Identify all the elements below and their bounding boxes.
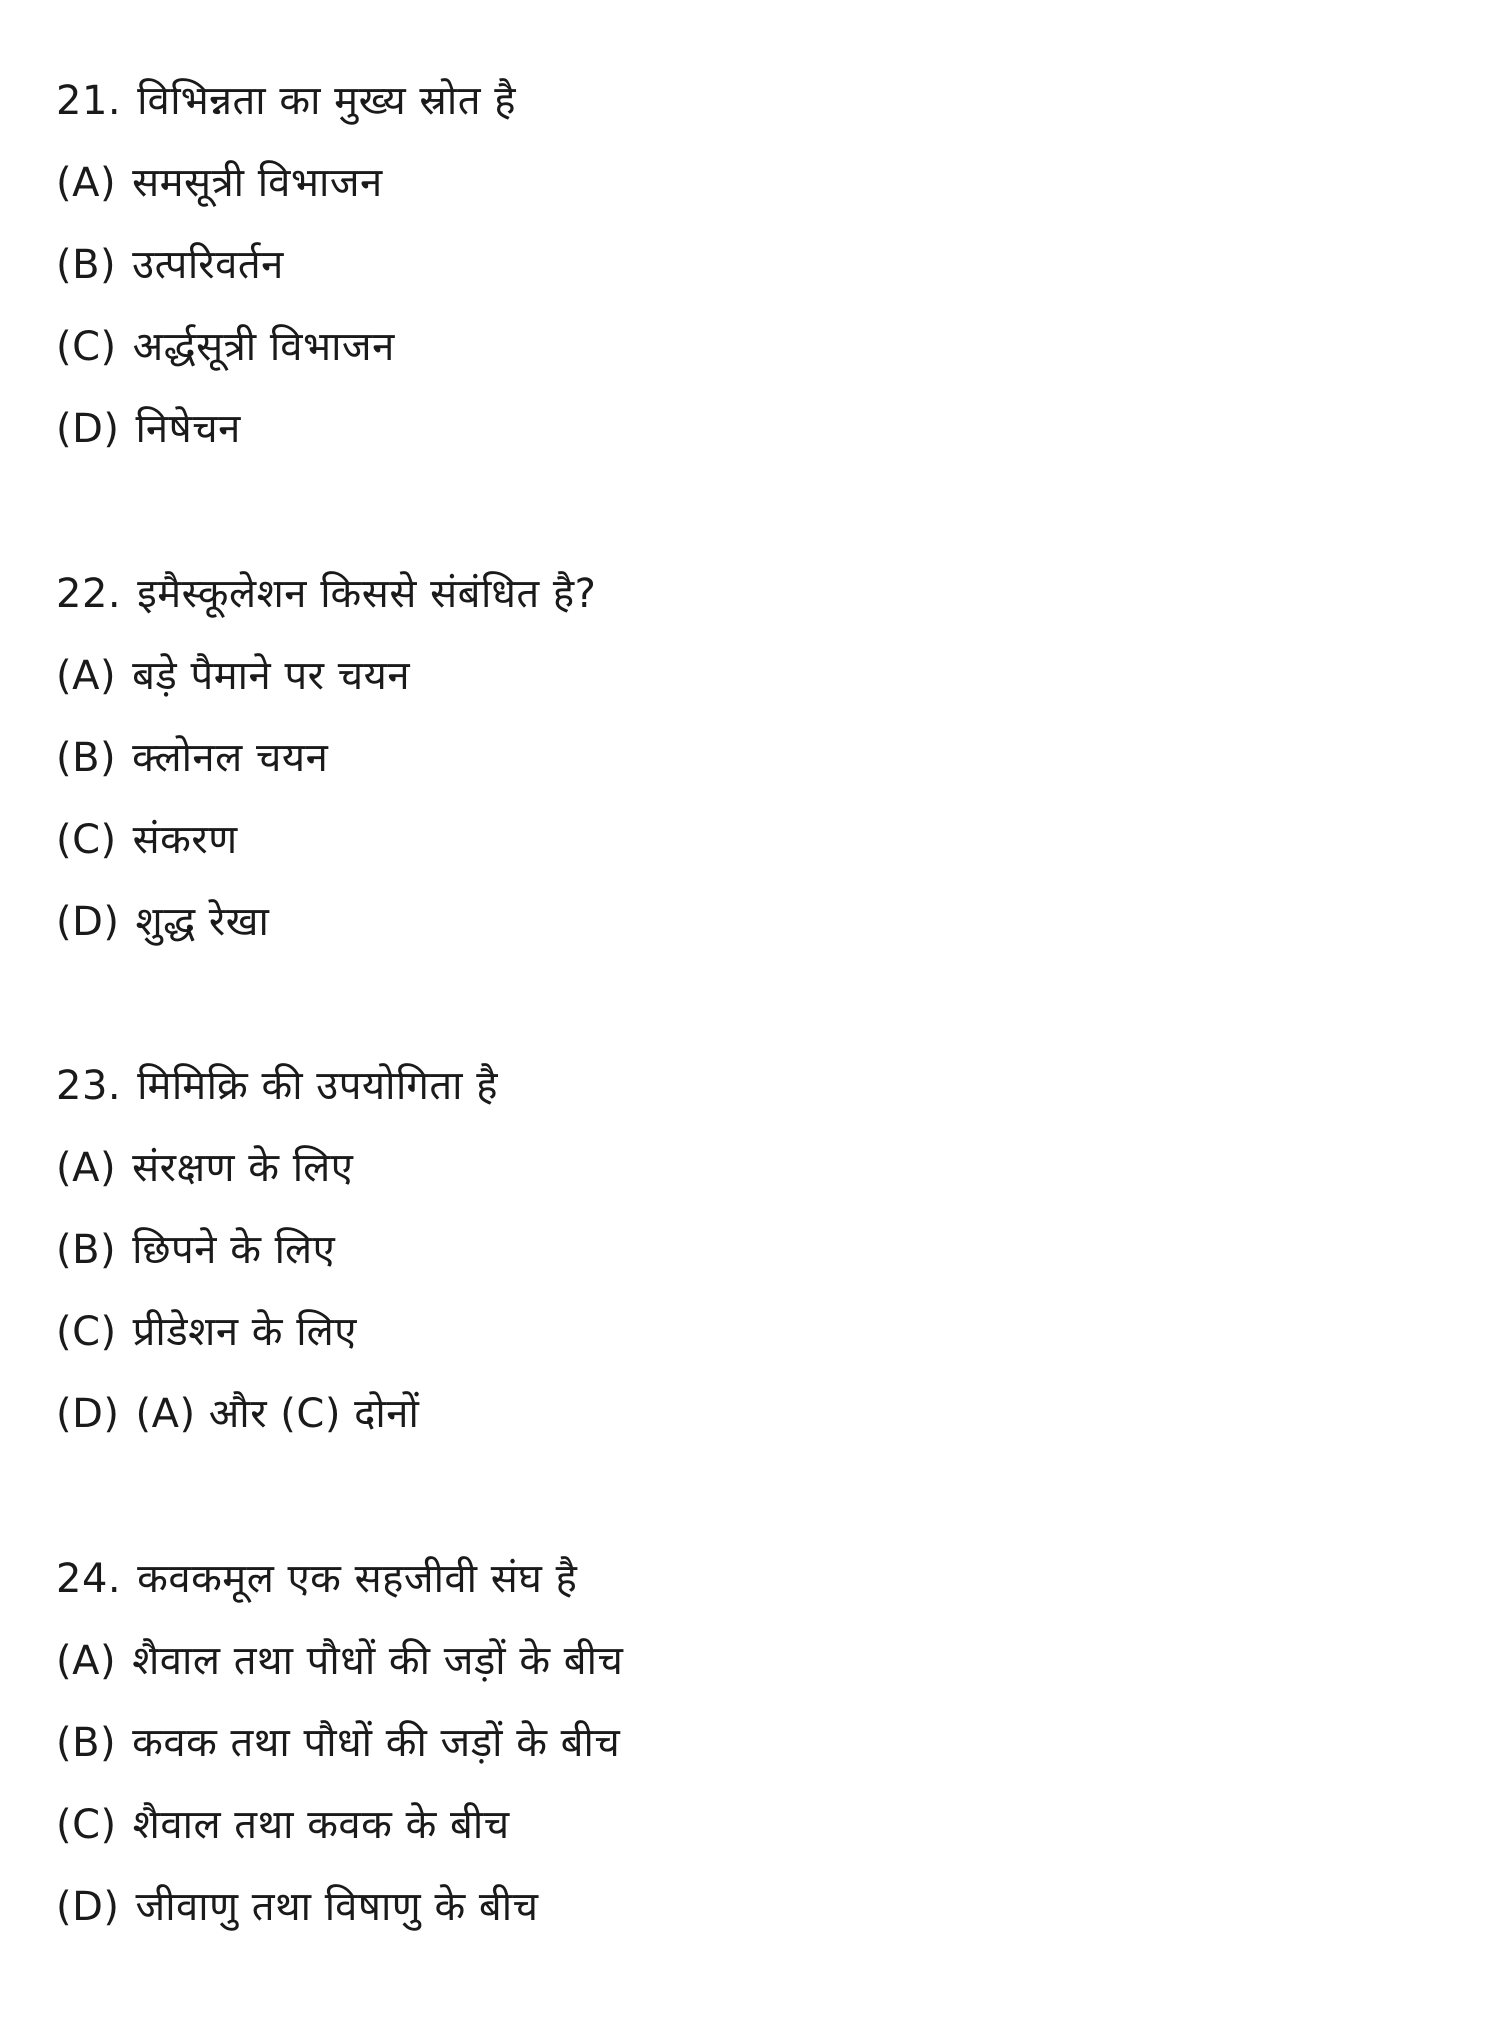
- option-a: [56, 142, 1456, 224]
- question-number: 22.: [56, 571, 122, 617]
- option-c: [56, 1291, 1456, 1373]
- question-number: 24.: [56, 1556, 122, 1602]
- option-a: [56, 1620, 1456, 1702]
- option-label: (D): [56, 406, 120, 452]
- question-text: इमैस्कूलेशन किससे संबंधित है?: [137, 571, 597, 617]
- question-text: विभिन्नता का मुख्य स्रोत है: [137, 78, 516, 124]
- option-b: [56, 1702, 1456, 1784]
- option-d: [56, 881, 1456, 963]
- option-text: संरक्षण के लिए: [132, 1145, 354, 1191]
- option-label: (A): [56, 160, 117, 206]
- option-label: (A): [56, 1638, 117, 1684]
- question-21: [56, 60, 1456, 470]
- question-text: कवकमूल एक सहजीवी संघ है: [137, 1556, 578, 1602]
- option-label: (C): [56, 817, 117, 863]
- option-label: (C): [56, 1802, 117, 1848]
- option-label: (B): [56, 242, 117, 288]
- option-text: उत्परिवर्तन: [132, 242, 284, 288]
- option-text: समसूत्री विभाजन: [132, 160, 383, 206]
- question-stem: [56, 1538, 1456, 1620]
- option-text: (A) और (C) दोनों: [135, 1391, 420, 1437]
- option-label: (B): [56, 735, 117, 781]
- option-label: (C): [56, 1309, 117, 1355]
- option-text: छिपने के लिए: [132, 1227, 336, 1273]
- question-text: मिमिक्रि की उपयोगिता है: [137, 1063, 498, 1109]
- option-text: शुद्ध रेखा: [135, 899, 270, 945]
- option-text: शैवाल तथा पौधों की जड़ों के बीच: [132, 1638, 624, 1684]
- question-number: 21.: [56, 78, 122, 124]
- option-c: [56, 1784, 1456, 1866]
- option-text: जीवाणु तथा विषाणु के बीच: [135, 1884, 539, 1930]
- option-d: [56, 1373, 1456, 1455]
- option-d: [56, 388, 1456, 470]
- question-number: 23.: [56, 1063, 122, 1109]
- option-a: [56, 635, 1456, 717]
- option-text: अर्द्धसूत्री विभाजन: [132, 324, 395, 370]
- option-label: (D): [56, 1391, 120, 1437]
- option-text: बड़े पैमाने पर चयन: [132, 653, 411, 699]
- question-stem: [56, 553, 1456, 635]
- option-text: क्लोनल चयन: [132, 735, 329, 781]
- option-c: [56, 799, 1456, 881]
- option-b: [56, 1209, 1456, 1291]
- option-label: (B): [56, 1227, 117, 1273]
- option-text: शैवाल तथा कवक के बीच: [132, 1802, 510, 1848]
- question-stem: [56, 1045, 1456, 1127]
- option-label: (A): [56, 1145, 117, 1191]
- option-text: कवक तथा पौधों की जड़ों के बीच: [132, 1720, 621, 1766]
- question-22: [56, 553, 1456, 963]
- question-23: [56, 1045, 1456, 1455]
- option-label: (D): [56, 899, 120, 945]
- question-24: [56, 1538, 1456, 1948]
- option-a: [56, 1127, 1456, 1209]
- question-stem: [56, 60, 1456, 142]
- option-label: (D): [56, 1884, 120, 1930]
- option-c: [56, 306, 1456, 388]
- option-label: (A): [56, 653, 117, 699]
- option-label: (C): [56, 324, 117, 370]
- option-text: प्रीडेशन के लिए: [132, 1309, 357, 1355]
- option-text: निषेचन: [135, 406, 241, 452]
- option-b: [56, 717, 1456, 799]
- option-label: (B): [56, 1720, 117, 1766]
- option-text: संकरण: [132, 817, 238, 863]
- option-d: [56, 1866, 1456, 1948]
- option-b: [56, 224, 1456, 306]
